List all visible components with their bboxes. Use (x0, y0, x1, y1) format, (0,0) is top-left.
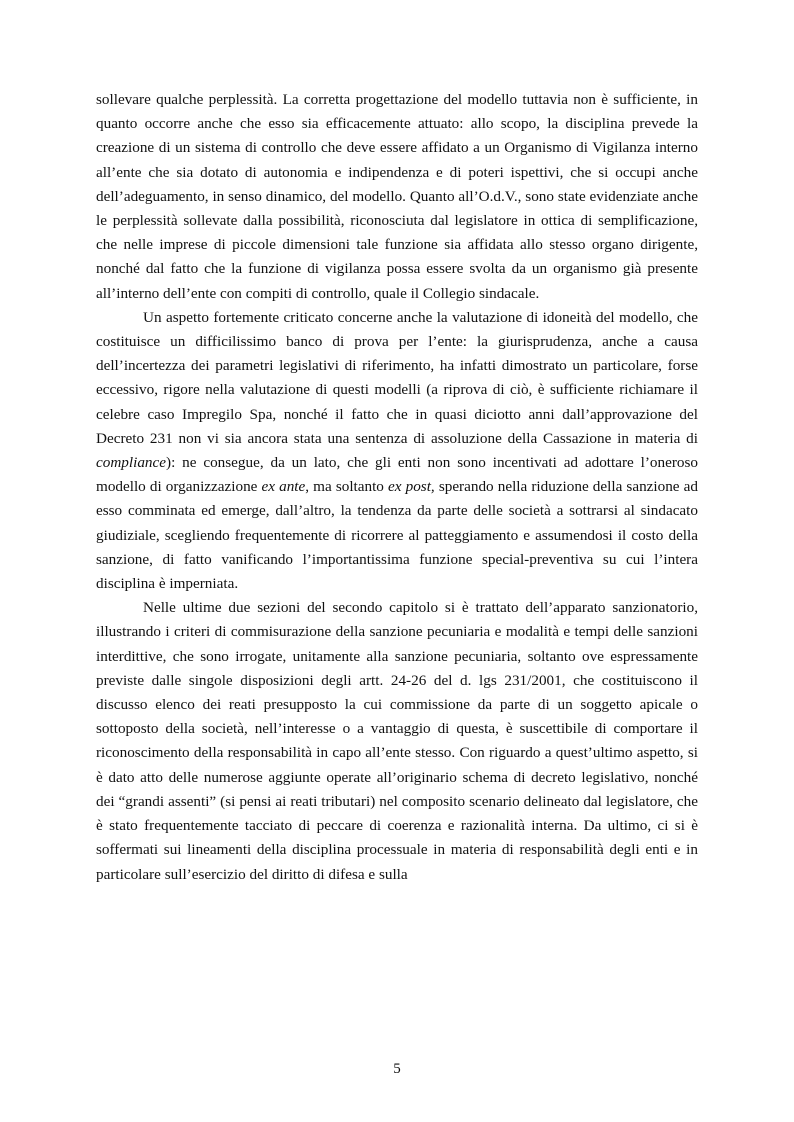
paragraph-2-text-d: sperando nella riduzione della sanzione ad esso comminata ed emerge, dall’altro, la tendenza da parte delle società a sottrarsi al sindacato giudiziale, scegliendo frequentemente di ricorrere al patteggiamento e assumendosi il costo della sanzione, di fatto vanificando l’importantissima funzione special-preventiva su cui l’intera disciplina è imperniata. (96, 478, 698, 593)
page-number: 5 (393, 1061, 401, 1077)
paragraph-2 (96, 306, 698, 596)
paragraph-1-text: sollevare qualche perplessità. La corretta progettazione del modello tuttavia non è sufficiente, in quanto occorre anche che esso sia efficacemente attuato: allo scopo, la disciplina prevede la creazione di un sistema di controllo che deve essere affidato a un Organismo di Vigilanza interno all’ente che sia dotato di autonomia e indipendenza e di poteri ispettivi, che si occupi anche dell’adeguamento, in senso dinamico, del modello. Quanto all’O.d.V., sono state evidenziate anche le perplessità sollevate dalla possibilità, riconosciuta dal legislatore in ottica di semplificazione, che nelle imprese di piccole dimensioni tale funzione sia affidata allo stesso organo dirigente, nonché dal fatto che la funzione di vigilanza possa essere svolta da un organismo già presente all’interno dell’ente con compiti di controllo, quale il Collegio sindacale. (96, 91, 698, 302)
paragraph-2-italic-ex-ante: ex ante (261, 478, 306, 496)
paragraph-2-italic-compliance: compliance (96, 454, 167, 472)
paragraph-3 (96, 596, 698, 886)
paragraph-2-text-a: Un aspetto fortemente criticato concerne anche la valutazione di idoneità del modello, che costituisce un difficilissimo banco di prova per l’ente: la giurisprudenza, anche a causa dell’incertezza dei parametri legislativi di riferimento, ha infatti dimostrato un particolare, forse eccessivo, rigore nella valutazione di questi modelli (a riprova di ciò, è sufficiente richiamare il celebre caso Impregilo Spa, nonché il fatto che in quasi diciotto anni dall’approvazione del Decreto 231 non vi sia ancora stata una sentenza di assoluzione della Cassazione in materia di (96, 308, 698, 447)
paragraph-2-text-b: ): ne consegue, da un lato, che gli enti non sono incentivati ad adottare l’oneroso modello di organizzazione (96, 454, 698, 496)
paragraph-3-text: Nelle ultime due sezioni del secondo capitolo si è trattato dell’apparato sanzionatorio, illustrando i criteri di commisurazione della sanzione pecuniaria e modalità e tempi delle sanzioni interdittive, che sono irrogate, unitamente alla sanzione pecuniaria, soltanto ove espressamente previste dalle singole disposizioni degli artt. 24-26 del d. lgs 231/2001, che costituiscono il discusso elenco dei reati presupposto la cui commissione da parte di un soggetto apicale o sottoposto della società, nell’interesse o a vantaggio di questa, è suscettibile di comportare il riconoscimento della responsabilità in capo all’ente stesso. Con riguardo a quest’ultimo aspetto, si è dato atto delle numerose aggiunte operate all’originario schema di decreto legislativo, nonché dei “grandi assenti” (si pensi ai reati tributari) nel composito scenario delineato dal legislatore, che è stato frequentemente tacciato di peccare di coerenza e razionalità interna. Da ultimo, ci si è soffermati sui lineamenti della disciplina processuale in materia di responsabilità degli enti e in particolare sull’esercizio del diritto di difesa e sulla (96, 599, 698, 883)
paragraph-1 (96, 88, 698, 306)
paragraph-2-italic-ex-post: ex post, (388, 478, 435, 496)
page-body (96, 88, 698, 887)
paragraph-2-text-c: , ma soltanto (305, 478, 389, 496)
